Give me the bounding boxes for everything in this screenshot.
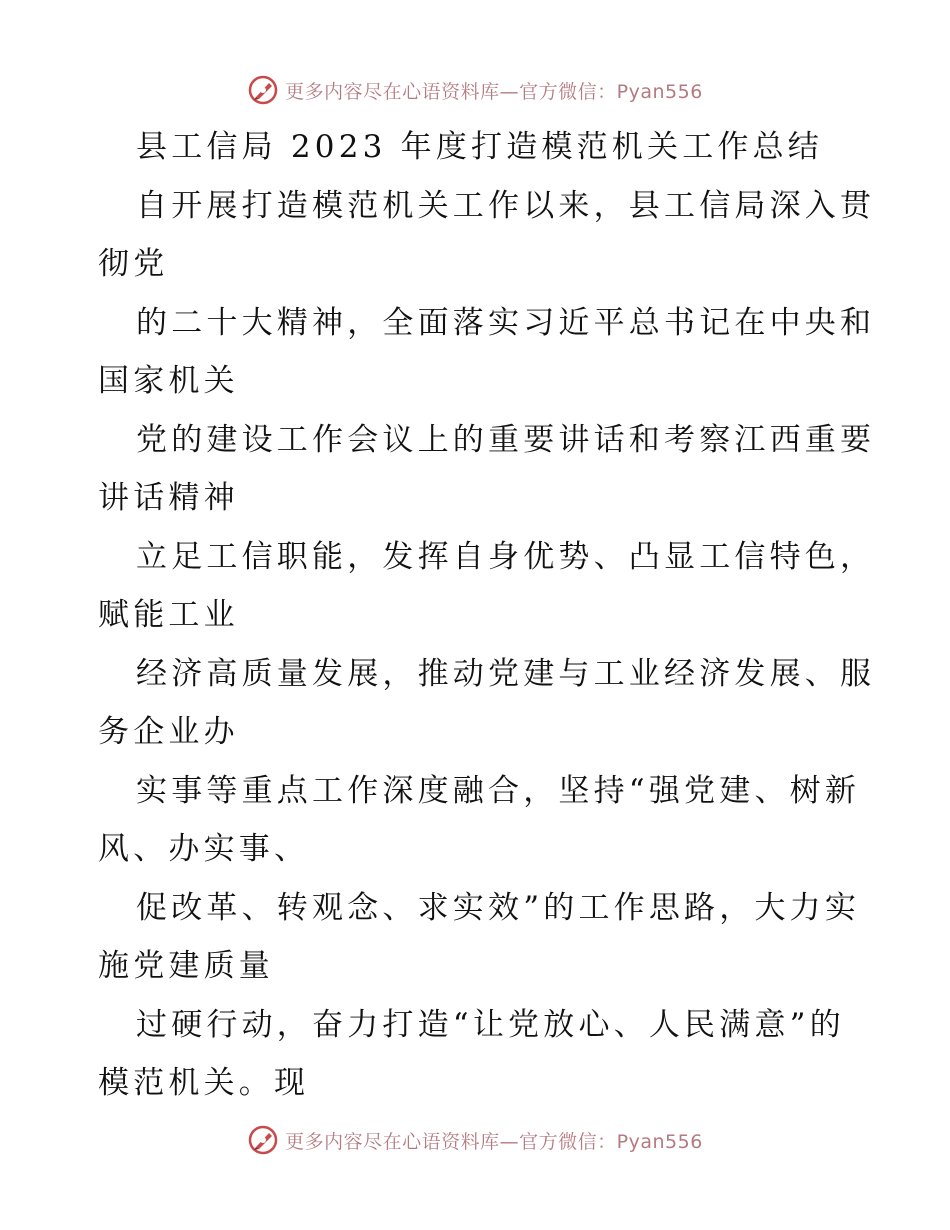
wechat-id: Pyan556 <box>616 80 703 103</box>
text-line: 过硬行动，奋力打造“让党放心、人民满意”的 <box>136 1006 845 1043</box>
text-line: 施党建质量 <box>98 948 274 984</box>
text-line: 模范机关。现 <box>98 1065 310 1101</box>
pen-circle-logo-icon <box>247 1124 279 1156</box>
text-line: 风、办实事、 <box>98 831 310 867</box>
text-line: 务企业办 <box>98 714 239 750</box>
text-line: 的二十大精神，全面落实习近平总书记在中央和 <box>136 304 876 341</box>
text-line: 实事等重点工作深度融合，坚持“强党建、树新 <box>136 772 861 809</box>
text-line: 经济高质量发展，推动党建与工业经济发展、服 <box>136 655 876 692</box>
watermark-text: 更多内容尽在心语资料库—官方微信： <box>285 1130 617 1153</box>
footer-watermark <box>0 1122 950 1158</box>
text-line: 赋能工业 <box>98 597 239 633</box>
document-title: 县工信局 2023 年度打造模范机关工作总结 <box>136 129 823 165</box>
document-body <box>98 118 876 1113</box>
header-watermark <box>0 72 950 108</box>
text-line: 自开展打造模范机关工作以来，县工信局深入贯 <box>136 187 876 224</box>
text-line: 立足工信职能，发挥自身优势、凸显工信特色， <box>136 538 876 575</box>
wechat-id: Pyan556 <box>616 1130 703 1153</box>
watermark-text: 更多内容尽在心语资料库—官方微信： <box>285 80 617 103</box>
text-line: 党的建设工作会议上的重要讲话和考察江西重要 <box>136 421 876 458</box>
pen-circle-logo-icon <box>247 74 279 106</box>
text-line: 促改革、转观念、求实效”的工作思路，大力实 <box>136 889 861 926</box>
text-line: 彻党 <box>98 246 169 282</box>
text-line: 国家机关 <box>98 363 239 399</box>
text-line: 讲话精神 <box>98 480 239 516</box>
